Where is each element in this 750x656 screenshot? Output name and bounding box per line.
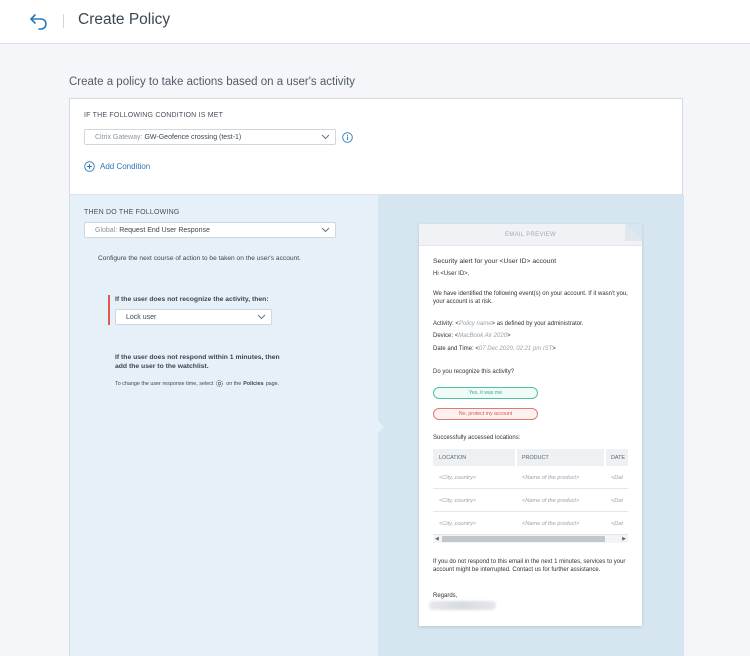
cell-product: <Name of the product> (522, 521, 580, 527)
change-hint-suffix: page. (265, 380, 280, 387)
action-select-value: Request End User Response (119, 226, 210, 234)
scroll-left-arrow-icon[interactable]: ◀ (435, 536, 439, 542)
column-header-location: LOCATION (439, 455, 467, 461)
column-divider (604, 449, 606, 466)
device-open: < (454, 333, 459, 339)
cell-location: <City, country> (439, 475, 477, 481)
email-preview (419, 224, 642, 626)
device-value: MacBook Air 2020 (458, 333, 508, 339)
no-response-text: If the user does not respond within 1 minutes, then add the user to the watchlist. (115, 354, 280, 370)
action-select[interactable] (84, 222, 336, 238)
condition-heading: IF THE FOLLOWING CONDITION IS MET (84, 112, 224, 119)
back-arrow-icon[interactable] (29, 12, 49, 30)
lock-user-select[interactable] (115, 309, 272, 325)
cell-date: <Dat (611, 521, 623, 527)
email-intro: We have identified the following event(s) on your account. If it wasn't you, your account is at risk. (433, 291, 628, 306)
activity-open: < (455, 321, 459, 327)
locations-table (433, 449, 628, 543)
policies-link[interactable]: Policies (243, 380, 264, 387)
change-response-hint (115, 379, 279, 388)
email-activity (433, 320, 583, 328)
chevron-down-icon (321, 134, 330, 140)
email-regards: Regards, (433, 593, 458, 599)
info-icon[interactable] (342, 132, 353, 143)
locations-label: Successfully accessed locations: (433, 435, 521, 441)
table-row (433, 466, 628, 489)
change-hint-prefix: To change the user response time, select (115, 380, 214, 387)
lock-user-value: Lock user (126, 313, 157, 321)
policy-card (69, 98, 683, 656)
email-subject: Security alert for your <User ID> account (433, 258, 557, 265)
add-condition-label: Add Condition (100, 162, 151, 171)
cell-product: <Name of the product> (522, 475, 580, 481)
page-title: Create Policy (78, 11, 171, 28)
add-circle-icon (84, 161, 95, 172)
panel-pointer (378, 421, 384, 433)
datetime-value: 07 Dec 2020, 02:21 pm IST (478, 346, 553, 352)
horizontal-scrollbar[interactable] (433, 535, 628, 543)
device-close: > (507, 333, 511, 339)
gear-icon (215, 379, 224, 388)
condition-select-prefix: Citrix Gateway: (95, 133, 143, 141)
email-greeting: Hi <User ID>, (433, 271, 470, 277)
page-fold (625, 224, 642, 241)
column-header-product: PRODUCT (522, 455, 549, 461)
email-footer: If you do not respond to this email in the next 1 minutes, services to your account might be interrupted. Contact us for further assistance. (433, 559, 626, 574)
table-row (433, 512, 628, 535)
not-recognize-label: If the user does not recognize the activity, then: (115, 296, 269, 303)
action-panel (70, 195, 378, 656)
scrollbar-thumb[interactable] (442, 536, 605, 542)
datetime-open: < (475, 346, 479, 352)
yes-it-was-me-button[interactable]: Yes, it was me (433, 387, 538, 399)
activity-label: Activity: (433, 321, 454, 327)
configure-description: Configure the next course of action to be taken on the user's account. (98, 255, 301, 262)
activity-close: > as defined by your administrator. (491, 321, 584, 327)
marker-bar (108, 295, 110, 325)
table-row (433, 489, 628, 512)
email-device (433, 332, 511, 340)
device-label: Device: (433, 333, 454, 339)
header-divider (63, 14, 64, 28)
email-preview-header (419, 224, 642, 246)
action-heading: THEN DO THE FOLLOWING (84, 209, 180, 216)
condition-select[interactable] (84, 129, 336, 145)
email-preview-title: EMAIL PREVIEW (504, 232, 557, 238)
page-subtitle: Create a policy to take actions based on a user's activity (69, 76, 356, 88)
column-divider (515, 449, 517, 466)
datetime-close: > (552, 346, 556, 352)
cell-date: <Dat (611, 498, 623, 504)
page-header (0, 0, 750, 44)
add-condition-button[interactable] (84, 161, 150, 172)
datetime-label: Date and Time: (433, 346, 474, 352)
cell-date: <Dat (611, 475, 623, 481)
blurred-signature (429, 601, 496, 610)
condition-select-value: GW-Geofence crossing (test-1) (144, 133, 242, 141)
cell-location: <City, country> (439, 498, 477, 504)
change-hint-mid: on the (226, 380, 242, 387)
email-question: Do you recognize this activity? (433, 369, 515, 375)
cell-product: <Name of the product> (522, 498, 580, 504)
email-datetime (433, 345, 556, 353)
protect-account-button[interactable]: No, protect my account (433, 408, 538, 420)
column-header-date: DATE (611, 455, 625, 461)
table-header (433, 449, 628, 466)
chevron-down-icon (321, 227, 330, 233)
cell-location: <City, country> (439, 521, 477, 527)
action-select-prefix: Global: (95, 226, 118, 234)
activity-value: Policy name (458, 321, 492, 327)
scroll-right-arrow-icon[interactable]: ▶ (622, 536, 626, 542)
chevron-down-icon (257, 314, 266, 320)
